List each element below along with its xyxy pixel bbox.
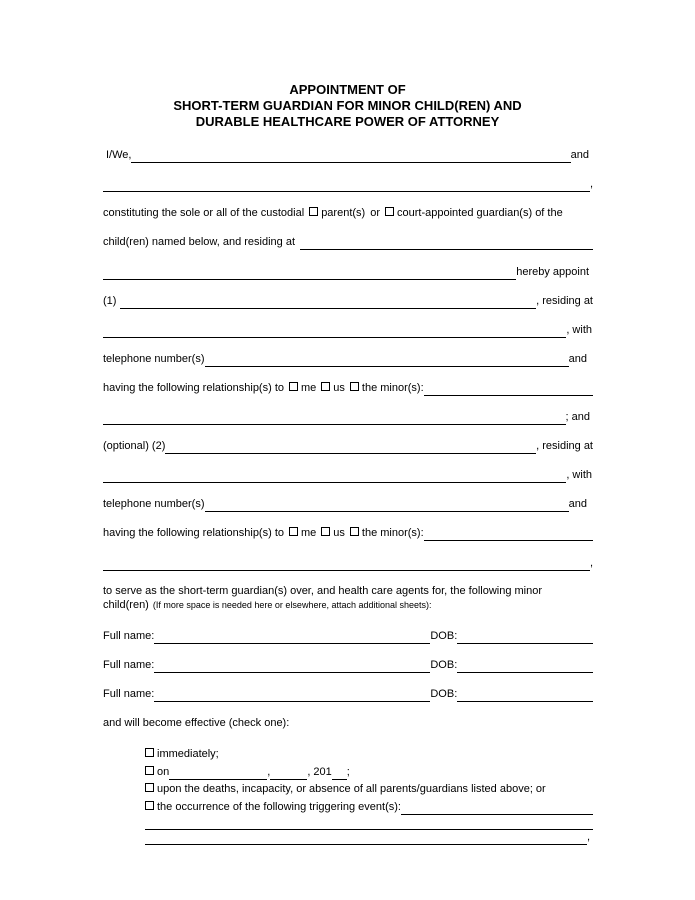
residing-at-label: , residing at [536, 295, 593, 307]
serve-text-2b: (If more space is needed here or elsewhere, attach additional sheets): [152, 600, 432, 610]
guardian-1-relationship-cont-field[interactable] [103, 412, 566, 425]
row-guardian-2-relationship [103, 523, 593, 541]
residence-field[interactable] [300, 237, 593, 250]
dob-label-1: DOB: [430, 630, 458, 642]
row-iwe-cont [103, 174, 593, 192]
and-label-2: and [568, 353, 587, 365]
parents-checkbox[interactable] [309, 207, 318, 216]
child-2-dob-field[interactable] [457, 660, 593, 673]
row-on-date [145, 762, 593, 780]
us-checkbox-1[interactable] [321, 382, 330, 391]
me-checkbox-2[interactable] [289, 527, 298, 536]
immediately-checkbox[interactable] [145, 748, 154, 757]
iwe-label: I/We, [106, 149, 132, 161]
optional-2-label: (optional) (2) [103, 440, 166, 452]
having-text: having the following relationship(s) to [103, 382, 284, 394]
upon-deaths-label: upon the deaths, incapacity, or absence of all parents/guardians listed above; or [157, 783, 546, 795]
row-guardian-2 [103, 436, 593, 454]
guardian-1-address-field[interactable] [103, 325, 566, 338]
child-1-dob-field[interactable] [457, 631, 593, 644]
row-iwe [106, 145, 589, 163]
guardian-2-name-field[interactable] [165, 441, 536, 454]
child-3-name-field[interactable] [154, 689, 430, 702]
title-line-2: SHORT-TERM GUARDIAN FOR MINOR CHILD(REN) AND [173, 98, 522, 113]
row-child-2 [103, 655, 593, 673]
on-label: on [157, 766, 170, 778]
row-children-residing [103, 232, 593, 250]
title-line-1: APPOINTMENT OF [289, 82, 406, 97]
iwe-name-field[interactable] [131, 150, 570, 163]
serve-text-1: to serve as the short-term guardian(s) over, and health care agents for, the following minor [103, 585, 543, 597]
us-label: us [333, 382, 345, 394]
court-appointed-label: court-appointed guardian(s) of the [397, 207, 563, 219]
children-residing-text: child(ren) named below, and residing at [103, 236, 296, 248]
full-name-label-2: Full name: [103, 659, 155, 671]
triggering-event-cont-field-2[interactable] [145, 832, 587, 845]
and-label: and [570, 149, 589, 161]
or-label: or [370, 207, 380, 219]
the-minor-label: the minor(s): [361, 382, 424, 394]
parents-label: parent(s) [321, 207, 366, 219]
me-checkbox-1[interactable] [289, 382, 298, 391]
row-guardian-2-address [103, 465, 592, 483]
residence-cont-field[interactable] [103, 267, 516, 280]
guardian-1-number: (1) [103, 295, 117, 307]
row-guardian-1 [103, 291, 593, 309]
child-3-dob-field[interactable] [457, 689, 593, 702]
telephone-label: telephone number(s) [103, 353, 205, 365]
row-upon-deaths [145, 779, 593, 797]
me-label-2: me [301, 527, 317, 539]
with-label: , with [566, 324, 592, 336]
upon-deaths-checkbox[interactable] [145, 783, 154, 792]
guardian-2-relationship-cont-field[interactable] [103, 558, 590, 571]
row-constituting [103, 203, 593, 221]
row-guardian-1-relationship [103, 378, 593, 396]
on-date-checkbox[interactable] [145, 766, 154, 775]
full-name-label-3: Full name: [103, 688, 155, 700]
constituting-text: constituting the sole or all of the custodial [103, 207, 305, 219]
full-name-label-1: Full name: [103, 630, 155, 642]
guardian-1-relationship-field[interactable] [424, 383, 593, 396]
row-guardian-2-phone [103, 494, 587, 512]
court-appointed-checkbox[interactable] [385, 207, 394, 216]
me-label: me [301, 382, 317, 394]
guardian-1-phone-field[interactable] [205, 354, 569, 367]
minor-checkbox-1[interactable] [350, 382, 359, 391]
comma-label-2: , [589, 557, 593, 569]
row-occurrence-cont-2 [145, 827, 590, 845]
iwe-name-cont-field[interactable] [103, 179, 590, 192]
guardian-1-name-field[interactable] [120, 296, 536, 309]
row-guardian-2-relationship-cont [103, 553, 593, 571]
guardian-2-phone-field[interactable] [205, 499, 569, 512]
title-line-3: DURABLE HEALTHCARE POWER OF ATTORNEY [195, 114, 500, 129]
occurrence-checkbox[interactable] [145, 801, 154, 810]
and-label-3: and [568, 498, 587, 510]
row-effective [103, 713, 593, 731]
occurrence-label: the occurrence of the following triggering event(s): [157, 801, 401, 813]
serve-text-2a: child(ren) [103, 599, 149, 611]
hereby-appoint-label: hereby appoint [516, 266, 589, 278]
comma-label: , [589, 178, 593, 190]
row-guardian-1-relationship-cont [103, 407, 590, 425]
row-child-3 [103, 684, 593, 702]
semicolon-label: ; [346, 766, 350, 778]
row-immediately [145, 744, 593, 762]
minor-checkbox-2[interactable] [350, 527, 359, 536]
immediately-label: immediately; [157, 748, 219, 760]
dob-label-3: DOB: [430, 688, 458, 700]
guardian-2-address-field[interactable] [103, 470, 566, 483]
dob-label-2: DOB: [430, 659, 458, 671]
having-text-2: having the following relationship(s) to [103, 527, 284, 539]
guardian-2-relationship-field[interactable] [424, 528, 593, 541]
semicolon-and-label: ; and [565, 411, 590, 423]
row-child-1 [103, 626, 593, 644]
date-comma: , [267, 766, 271, 778]
child-1-name-field[interactable] [154, 631, 430, 644]
the-minor-label-2: the minor(s): [361, 527, 424, 539]
child-2-name-field[interactable] [154, 660, 430, 673]
row-serve-2 [103, 595, 593, 613]
row-hereby-appoint [103, 262, 589, 280]
telephone-label-2: telephone number(s) [103, 498, 205, 510]
us-checkbox-2[interactable] [321, 527, 330, 536]
effective-text: and will become effective (check one): [103, 717, 290, 729]
row-guardian-1-phone [103, 349, 587, 367]
residing-at-label-2: , residing at [536, 440, 593, 452]
us-label-2: us [333, 527, 345, 539]
with-label-2: , with [566, 469, 592, 481]
comma-label-3: , [586, 831, 590, 843]
row-guardian-1-address [103, 320, 592, 338]
year-label: , 201 [307, 766, 332, 778]
